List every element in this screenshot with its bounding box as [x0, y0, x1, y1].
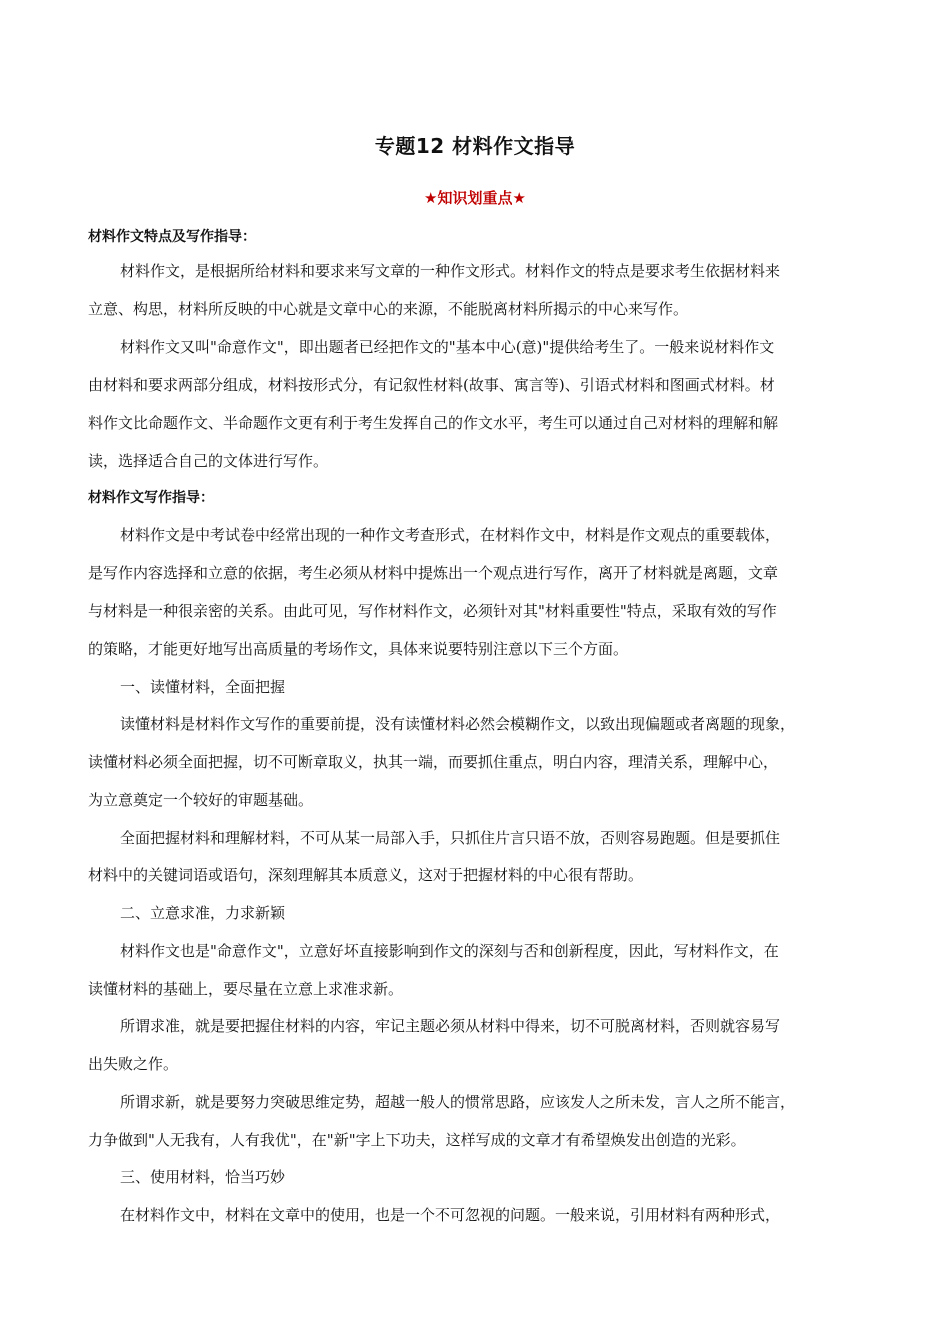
paragraph-line: 所谓求准，就是要把握住材料的内容，牢记主题必须从材料中得来，切不可脱离材料，否则就容易写	[120, 1017, 781, 1035]
paragraph-line: 全面把握材料和理解材料，不可从某一局部入手，只抓住片言只语不放，否则容易跑题。但是要抓住	[120, 829, 781, 847]
paragraph-line: 立意、构思，材料所反映的中心就是文章中心的来源，不能脱离材料所揭示的中心来写作。	[88, 300, 689, 318]
paragraph-line: 读懂材料的基础上，要尽量在立意上求准求新。	[88, 980, 404, 998]
paragraph-line: 材料作文，是根据所给材料和要求来写文章的一种作文形式。材料作文的特点是要求考生依据材料来	[120, 262, 781, 280]
paragraph-line: 料作文比命题作文、半命题作文更有利于考生发挥自己的作文水平，考生可以通过自己对材料的理解和解	[88, 414, 779, 432]
document-title: 专题12 材料作文指导	[374, 134, 576, 158]
paragraph-line: 与材料是一种很亲密的关系。由此可见，写作材料作文，必须针对其"材料重要性"特点，采取有效的写作	[88, 602, 777, 620]
paragraph-line: 读懂材料是材料作文写作的重要前提，没有读懂材料必然会模糊作文，以致出现偏题或者离题的现象，	[120, 715, 796, 733]
paragraph-line: 读懂材料必须全面把握，切不可断章取义，执其一端，而要抓住重点，明白内容，理清关系，理解中心，	[88, 753, 779, 771]
heading-writing-guide: 材料作文写作指导：	[88, 490, 214, 506]
subheading-line: 三、使用材料，恰当巧妙	[120, 1168, 286, 1186]
paragraph-line: 力争做到"人无我有，人有我优"，在"新"字上下功夫，这样写成的文章才有希望焕发出创造的光彩。	[88, 1131, 746, 1149]
section-banner: ★知识划重点★	[424, 189, 526, 207]
paragraph-line: 由材料和要求两部分组成，材料按形式分，有记叙性材料(故事、寓言等)、引语式材料和图画式材料。材	[88, 376, 775, 394]
paragraph-line: 在材料作文中，材料在文章中的使用，也是一个不可忽视的问题。一般来说，引用材料有两种形式，	[120, 1206, 781, 1224]
paragraph-line: 为立意奠定一个较好的审题基础。	[88, 791, 314, 809]
paragraph-line: 是写作内容选择和立意的依据，考生必须从材料中提炼出一个观点进行写作，离开了材料就是离题，文章	[88, 564, 779, 582]
paragraph-line: 材料中的关键词语或语句，深刻理解其本质意义，这对于把握材料的中心很有帮助。	[88, 866, 644, 884]
paragraph-line: 的策略，才能更好地写出高质量的考场作文，具体来说要特别注意以下三个方面。	[88, 640, 629, 658]
paragraph-line: 材料作文是中考试卷中经常出现的一种作文考查形式，在材料作文中，材料是作文观点的重要载体，	[120, 526, 781, 544]
subheading-line: 二、立意求准，力求新颖	[120, 904, 286, 922]
paragraph-line: 出失败之作。	[88, 1055, 179, 1073]
paragraph-line: 材料作文又叫"命意作文"，即出题者已经把作文的"基本中心(意)"提供给考生了。一般来说材料作文	[120, 338, 775, 356]
paragraph-line: 读，选择适合自己的文体进行写作。	[88, 452, 329, 470]
paragraph-line: 材料作文也是"命意作文"，立意好坏直接影响到作文的深刻与否和创新程度，因此，写材料作文，在	[120, 942, 779, 960]
heading-features: 材料作文特点及写作指导：	[88, 229, 256, 245]
subheading-line: 一、读懂材料，全面把握	[120, 678, 286, 696]
paragraph-line: 所谓求新，就是要努力突破思维定势，超越一般人的惯常思路，应该发人之所未发，言人之所不能言，	[120, 1093, 796, 1111]
